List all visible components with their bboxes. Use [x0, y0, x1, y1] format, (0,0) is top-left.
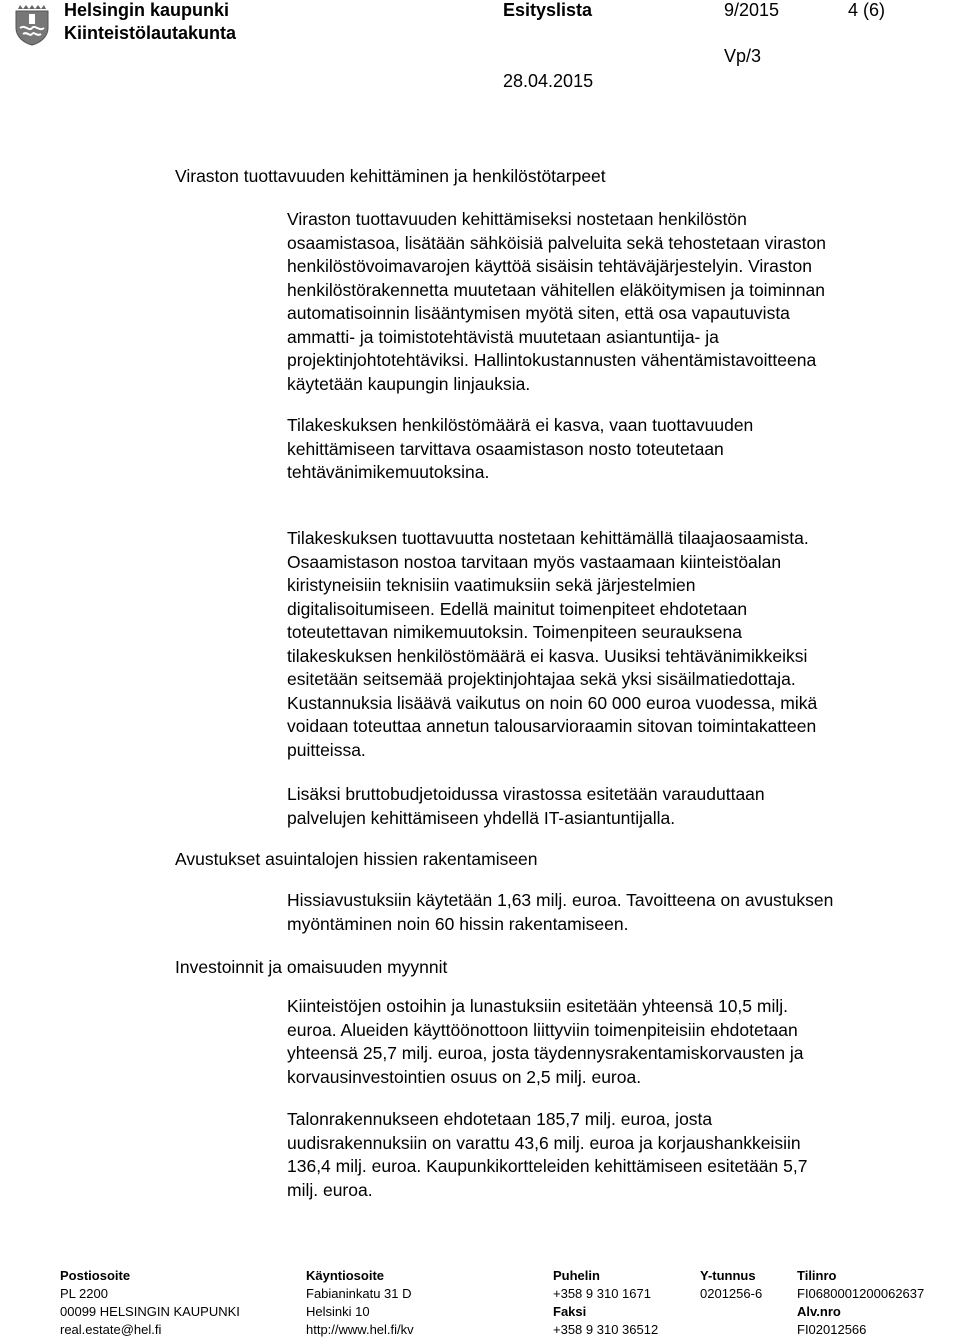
footer-label: Alv.nro: [797, 1304, 841, 1319]
footer-value: +358 9 310 1671: [553, 1286, 651, 1301]
paragraph-construction: [287, 1108, 947, 1202]
text-line: toteutettavan nimikemuutoksin. Toimenpiteen seurauksena: [287, 622, 742, 642]
page-number: 4 (6): [848, 0, 886, 20]
text-line: kehittämiseen tarvittava osaamistason nosto toteutetaan: [287, 438, 724, 459]
document-number: 9/2015: [724, 0, 780, 20]
footer-label: Tilinro: [797, 1268, 837, 1283]
text-line: Hissiavustuksiin käytetään 1,63 milj. euroa. Tavoitteena on avustuksen: [287, 890, 834, 910]
text-line: uudisrakennuksiin on varattu 43,6 milj. euroa ja korjaushankkeisiin: [287, 1132, 801, 1153]
footer-email: real.estate@hel.fi: [60, 1322, 162, 1337]
text-line: Talonrakennukseen ehdotetaan 185,7 milj. euroa, josta: [287, 1109, 713, 1129]
footer-website: http://www.hel.fi/kv: [306, 1322, 414, 1337]
paragraph-productivity: [287, 208, 947, 396]
text-line: Viraston tuottavuuden kehittämiseksi nostetaan henkilöstön: [287, 209, 747, 229]
text-line: yhteensä 25,7 milj. euroa, josta täydennysrakentamiskorvausten ja: [287, 1043, 804, 1063]
section-heading-elevator-grants: Avustukset asuintalojen hissien rakentamiseen: [175, 849, 538, 869]
footer-label: Postiosoite: [60, 1268, 131, 1283]
footer-label: Puhelin: [553, 1268, 600, 1283]
text-line: ammatti- ja toimistotehtävistä muutetaan asiantuntija- ja: [287, 326, 719, 347]
footer-label: Faksi: [553, 1304, 587, 1319]
document-type: Esityslista: [503, 0, 593, 20]
footer-value: PL 2200: [60, 1286, 108, 1301]
text-line: henkilöstövoimavarojen käyttöä sisäisin tehtäväjärjestelyin. Viraston: [287, 256, 812, 276]
footer-label: Y-tunnus: [700, 1268, 756, 1283]
text-line: myöntäminen noin 60 hissin rakentamiseen.: [287, 913, 629, 934]
paragraph-elevator-grants: [287, 889, 947, 936]
text-line: voidaan toteuttaa annetun talousarvioraamin sitovan toimintakatteen: [287, 716, 817, 736]
footer-value: FI0680001200062637: [797, 1286, 925, 1301]
paragraph-staff-count: [287, 414, 947, 485]
text-line: puitteissa.: [287, 739, 366, 760]
footer-postal-address: [60, 1267, 240, 1339]
committee-name: Kiinteistölautakunta: [64, 23, 237, 43]
section-heading-productivity: Viraston tuottavuuden kehittäminen ja henkilöstötarpeet: [175, 166, 606, 186]
paragraph-competence: [287, 527, 947, 762]
text-line: projektinjohtotehtäviksi. Hallintokustannusten vähentämistavoitteena: [287, 350, 817, 370]
text-line: Lisäksi bruttobudjetoidussa virastossa esitetään varauduttaan: [287, 784, 765, 804]
paragraph-it-expert: [287, 783, 947, 830]
text-line: Osaamistason nostoa tarvitaan myös vastaamaan kiinteistöalan: [287, 551, 782, 572]
text-line: palvelujen kehittämiseen yhdellä IT-asiantuntijalla.: [287, 807, 676, 828]
footer-value: FI02012566: [797, 1322, 867, 1337]
text-line: tilakeskuksen henkilöstömäärä ei kasva. Uusiksi tehtävänimikkeiksi: [287, 645, 808, 666]
text-line: tehtävänimikemuutoksina.: [287, 462, 490, 482]
footer-business-id: [700, 1267, 762, 1303]
section-heading-investments: Investoinnit ja omaisuuden myynnit: [175, 957, 448, 977]
text-line: automatisoinnin lisääntymisen myötä siten, että osa vapautuvista: [287, 303, 790, 323]
text-line: Kustannuksia lisäävä vaikutus on noin 60 000 euroa vuodessa, mikä: [287, 692, 818, 713]
text-line: osaamistasoa, lisätään sähköisiä palveluita sekä tehostetaan viraston: [287, 232, 826, 253]
text-line: Tilakeskuksen tuottavuutta nostetaan kehittämällä tilaajaosaamista.: [287, 528, 809, 548]
paragraph-property-purchases: [287, 995, 947, 1089]
text-line: esitetään seitsemää projektinjohtajaa sekä yksi sisäilmatiedottaja.: [287, 669, 796, 689]
city-crest-logo: [12, 4, 52, 46]
footer-label: Käyntiosoite: [306, 1268, 385, 1283]
meeting-date: 28.04.2015: [503, 71, 594, 91]
text-line: Kiinteistöjen ostoihin ja lunastuksiin esitetään yhteensä 10,5 milj.: [287, 996, 788, 1016]
footer-bank-account: [797, 1267, 924, 1339]
footer-value: Helsinki 10: [306, 1304, 370, 1319]
org-name: Helsingin kaupunki: [64, 0, 230, 20]
footer-value: 00099 HELSINGIN KAUPUNKI: [60, 1304, 240, 1319]
footer-value: Fabianinkatu 31 D: [306, 1286, 412, 1301]
text-line: henkilöstörakennetta muutetaan vähitellen eläköitymisen ja toiminnan: [287, 279, 825, 300]
agenda-item: Vp/3: [724, 46, 762, 66]
footer-visiting-address: [306, 1267, 414, 1339]
footer-value: +358 9 310 36512: [553, 1322, 659, 1337]
text-line: milj. euroa.: [287, 1179, 373, 1200]
text-line: käytetään kaupungin linjauksia.: [287, 373, 531, 394]
text-line: Tilakeskuksen henkilöstömäärä ei kasva, vaan tuottavuuden: [287, 415, 754, 435]
text-line: korvausinvestointien osuus on 2,5 milj. euroa.: [287, 1066, 642, 1087]
footer-value: 0201256-6: [700, 1286, 763, 1301]
text-line: 136,4 milj. euroa. Kaupunkikortteleiden kehittämiseen esitetään 5,7: [287, 1156, 808, 1176]
footer-phone: [553, 1267, 658, 1339]
text-line: kiristyneisiin teknisiin vaatimuksiin sekä järjestelmien: [287, 575, 696, 595]
text-line: euroa. Alueiden käyttöönottoon liittyviin toimenpiteisiin ehdotetaan: [287, 1019, 798, 1040]
text-line: digitalisoitumiseen. Edellä mainitut toimenpiteet ehdotetaan: [287, 598, 748, 619]
